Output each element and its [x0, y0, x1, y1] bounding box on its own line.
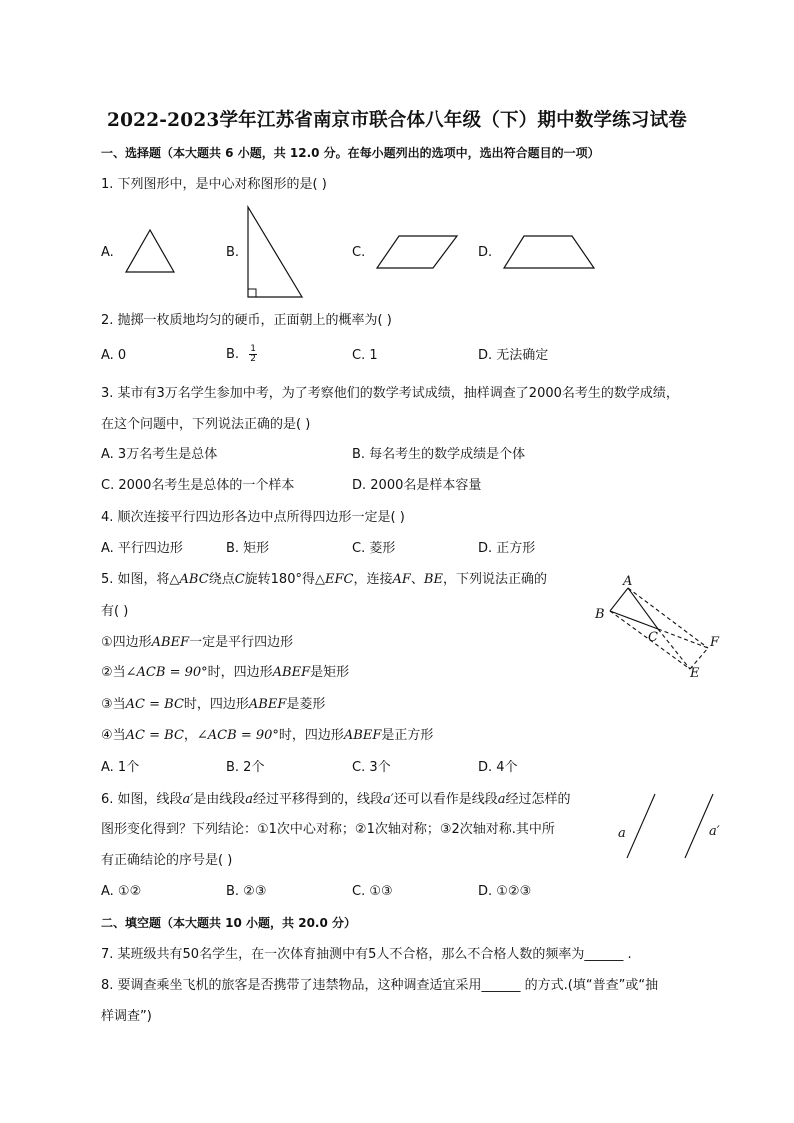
q5-math-angle: ∠ACB = 90°: [196, 728, 279, 743]
q8-answer-blank[interactable]: ______: [481, 978, 521, 993]
q5-math-angle: ∠ACB = 90°: [125, 665, 208, 680]
q5-math-be: BE: [423, 572, 443, 587]
q1-option-c-label: C.: [352, 245, 366, 260]
q1-option-b-label: B.: [226, 245, 240, 260]
q6-math-a: a: [497, 792, 506, 807]
q4-stem: 4. 顺次连接平行四边形各边中点所得四边形一定是( ): [101, 510, 405, 525]
q5-statement-1: [101, 634, 293, 652]
q1-trapezoid-figure: [502, 234, 596, 270]
q7-stem: [101, 946, 632, 964]
q2-fraction-denominator: 2: [250, 354, 256, 364]
q6-text: 还可以看作是线段: [393, 792, 498, 807]
q8-text-end: 的方式.(填“普查”或“抽: [520, 978, 659, 993]
q5-figure-label-a: A: [623, 574, 633, 589]
q7-text-end: .: [623, 947, 632, 962]
q5-text: 是菱形: [286, 697, 326, 712]
q3-option-d: D. 2000名是样本容量: [352, 478, 482, 493]
q5-rotation-figure: [590, 570, 730, 685]
q6-math-a-prime: a′: [182, 792, 194, 807]
q6-figure-label-a: a: [618, 826, 626, 841]
q5-option-d: D. 4个: [478, 760, 518, 775]
q6-stem-line3: 有正确结论的序号是( ): [101, 853, 233, 868]
q6-option-b: B. ②③: [226, 884, 267, 899]
q3-option-b: B. 每名考生的数学成绩是个体: [352, 447, 526, 462]
q5-text: 时，四边形: [278, 728, 344, 743]
q5-text: ②当: [101, 665, 126, 680]
q6-math-a: a: [245, 792, 254, 807]
q2-option-b-label: B.: [226, 347, 240, 362]
q1-right-triangle-figure: [246, 205, 306, 300]
q2-option-d: D. 无法确定: [478, 348, 549, 363]
q2-option-b: [226, 345, 257, 364]
q5-figure-label-c: C: [648, 630, 658, 645]
q5-math-abef: ABEF: [248, 697, 287, 712]
q5-math-c: C: [234, 572, 245, 587]
q6-text: 经过怎样的: [505, 792, 571, 807]
q5-option-c: C. 3个: [352, 760, 391, 775]
q6-segments-figure: [615, 790, 730, 865]
q1-parallelogram-figure: [375, 234, 459, 270]
q5-option-a: A. 1个: [101, 760, 140, 775]
q8-text: 8. 要调查乘坐飞机的旅客是否携带了违禁物品，这种调查适宜采用: [101, 978, 482, 993]
q5-math-equal: AC = BC: [125, 728, 184, 743]
q5-text: 5. 如图，将: [101, 572, 170, 587]
q5-text: 、: [410, 572, 424, 587]
q4-option-b: B. 矩形: [226, 541, 270, 556]
q6-option-d: D. ①②③: [478, 884, 532, 899]
q5-text: 是矩形: [310, 665, 350, 680]
q3-stem-line2: 在这个问题中，下列说法正确的是( ): [101, 417, 311, 432]
q5-math-abef: ABEF: [272, 665, 311, 680]
q2-option-c: C. 1: [352, 348, 378, 363]
q6-math-a-prime: a′: [383, 792, 394, 807]
q2-stem: 2. 抛掷一枚质地均匀的硬币，正面朝上的概率为( ): [101, 313, 392, 328]
page-title: 2022-2023学年江苏省南京市联合体八年级（下）期中数学练习试卷: [107, 110, 687, 131]
q3-stem-line1: 3. 某市有3万名学生参加中考，为了考察他们的数学考试成绩，抽样调查了2000名考生的数学成绩，: [101, 386, 679, 401]
q5-math-abef: ABEF: [343, 728, 382, 743]
q5-text: ，: [183, 728, 197, 743]
q4-option-c: C. 菱形: [352, 541, 396, 556]
q5-text: 一定是平行四边形: [189, 635, 294, 650]
q5-statement-3: [101, 696, 325, 714]
q1-option-a-label: A.: [101, 245, 114, 260]
q5-math-equal: AC = BC: [125, 697, 184, 712]
q6-stem-line1: [101, 791, 571, 809]
q1-option-d-label: D.: [478, 245, 493, 260]
q5-text: ①四边形: [101, 635, 152, 650]
q6-option-a: A. ①②: [101, 884, 142, 899]
q5-stem-line1: [101, 571, 547, 589]
section-2-heading: 二、填空题（本大题共 10 小题，共 20.0 分）: [101, 916, 357, 930]
q5-text: ④当: [101, 728, 126, 743]
q1-triangle-figure: [124, 228, 176, 274]
q5-text: ，下列说法正确的: [442, 572, 547, 587]
q5-text: 时，四边形: [207, 665, 273, 680]
q6-text: 是由线段: [193, 792, 246, 807]
q5-text: 是正方形: [381, 728, 434, 743]
q5-option-b: B. 2个: [226, 760, 265, 775]
q5-figure-label-e: E: [690, 666, 700, 681]
q4-option-d: D. 正方形: [478, 541, 536, 556]
q8-stem-line1: [101, 977, 658, 995]
q6-text: 经过平移得到的，线段: [253, 792, 384, 807]
q5-text: 时，四边形: [183, 697, 249, 712]
q2-fraction-numerator: 1: [250, 344, 256, 354]
q5-statement-4: [101, 727, 433, 745]
q1-stem: 1. 下列图形中，是中心对称图形的是( ): [101, 177, 327, 192]
q6-text: 6. 如图，线段: [101, 792, 183, 807]
q5-text: ，连接: [353, 572, 393, 587]
q2-fraction: [249, 345, 257, 364]
q8-stem-line2: 样调查”): [101, 1009, 152, 1024]
q5-text: 绕点: [208, 572, 235, 587]
q2-option-a: A. 0: [101, 348, 127, 363]
q5-math-abc: △ABC: [169, 572, 209, 587]
q4-option-a: A. 平行四边形: [101, 541, 183, 556]
q5-stem-line2: 有( ): [101, 604, 129, 619]
q5-figure-label-f: F: [710, 635, 720, 650]
q6-stem-line2: 图形变化得到？下列结论：①1次中心对称；②1次轴对称；③2次轴对称.其中所: [101, 822, 555, 837]
q3-option-a: A. 3万名考生是总体: [101, 447, 218, 462]
q3-option-c: C. 2000名考生是总体的一个样本: [101, 478, 295, 493]
q5-math-efc: △EFC: [314, 572, 354, 587]
q5-text: 旋转180°得: [244, 572, 315, 587]
q5-math-abef: ABEF: [151, 635, 190, 650]
section-1-heading: 一、选择题（本大题共 6 小题，共 12.0 分。在每小题列出的选项中，选出符合题目的一项）: [101, 146, 600, 160]
q5-math-af: AF: [392, 572, 411, 587]
q6-option-c: C. ①③: [352, 884, 393, 899]
q6-figure-label-a-prime: a′: [709, 824, 720, 839]
q5-statement-2: [101, 664, 349, 682]
q7-text: 7. 某班级共有50名学生，在一次体育抽测中有5人不合格，那么不合格人数的频率为: [101, 947, 585, 962]
q5-figure-label-b: B: [595, 607, 605, 622]
q5-text: ③当: [101, 697, 126, 712]
q7-answer-blank[interactable]: ______: [584, 947, 624, 962]
